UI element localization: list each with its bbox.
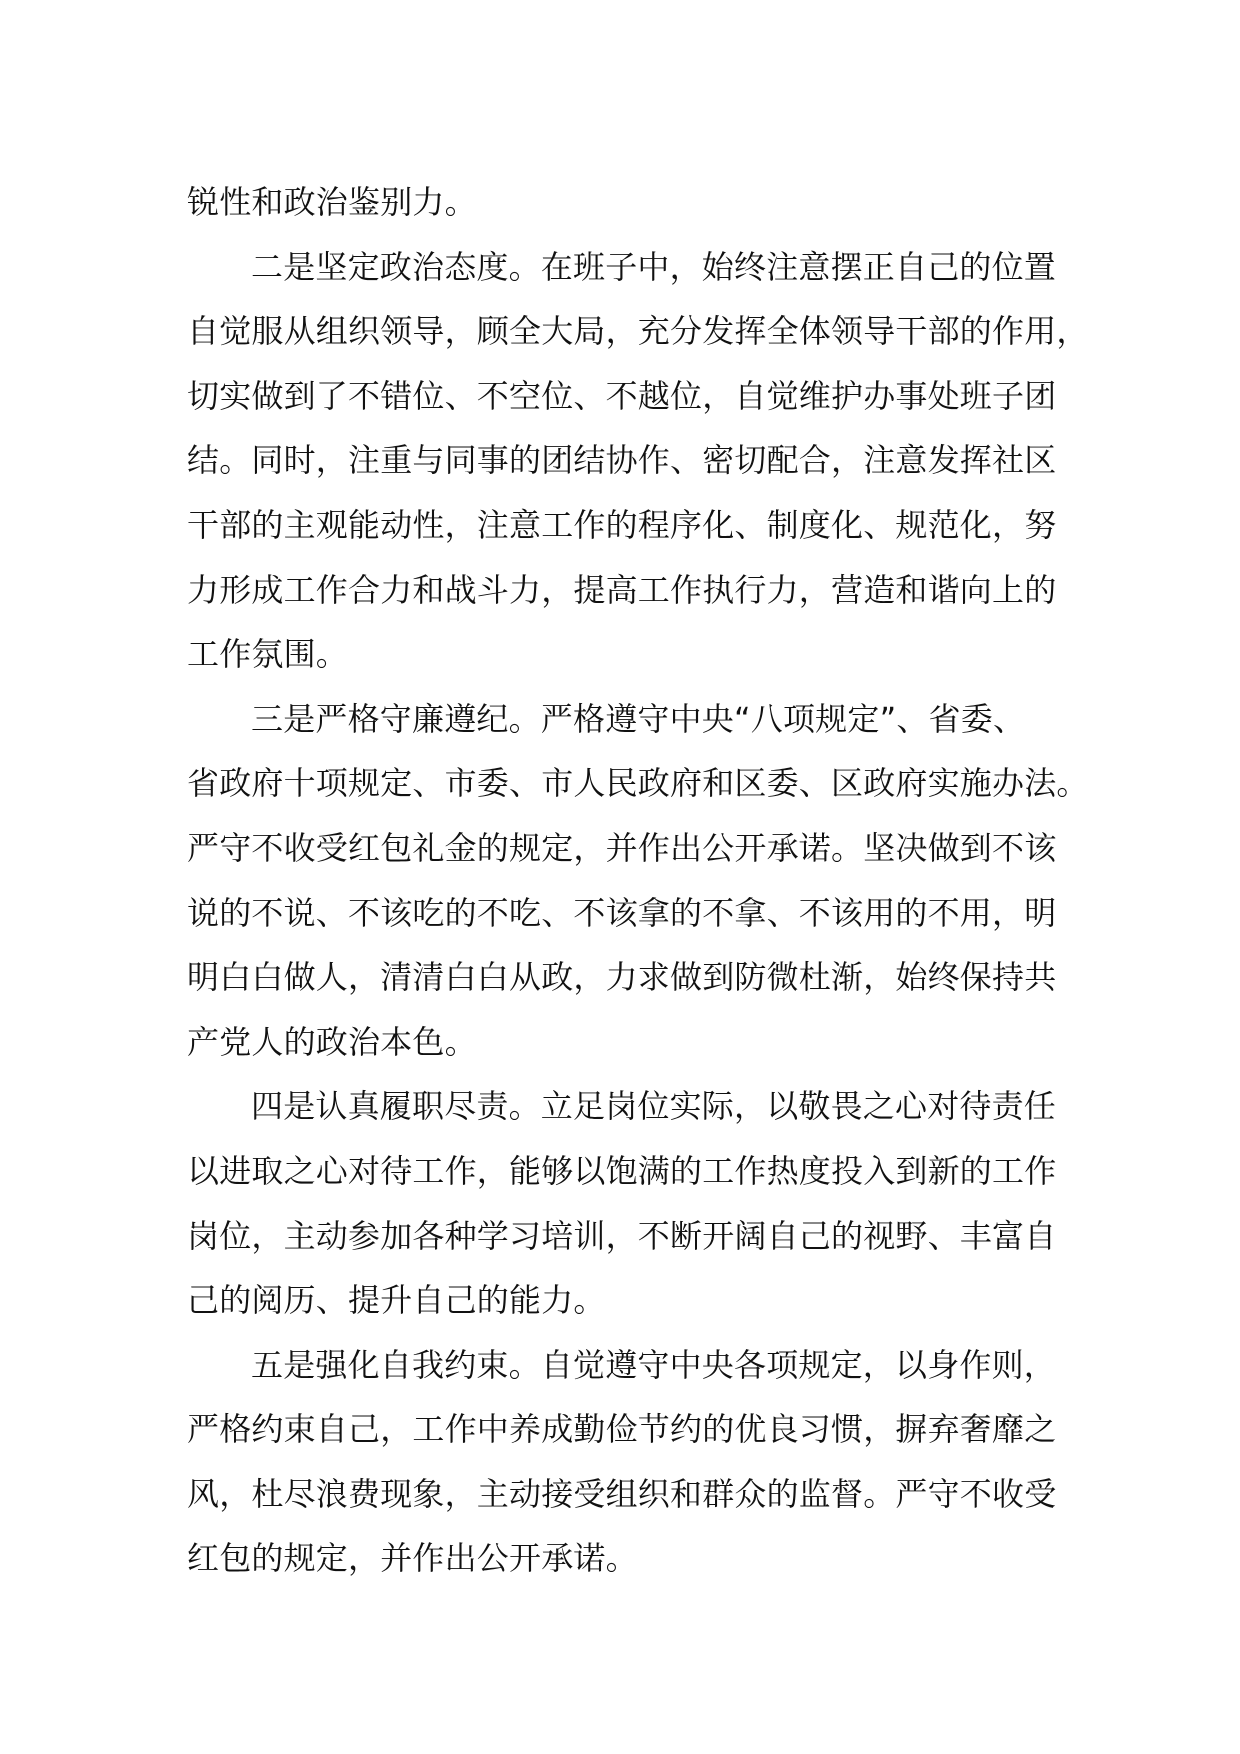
paragraph-3-heading-line: 三是严格守廉遵纪。严格遵守中央“八项规定”、省委、 <box>251 699 1026 738</box>
paragraph-5-heading-line: 五是强化自我约束。自觉遵守中央各项规定，以身作则， <box>251 1345 1057 1384</box>
text-line: 锐性和政治鉴别力。 <box>187 183 477 221</box>
text-line: 自觉服从组织领导，顾全大局，充分发挥全体领导干部的作用， <box>187 312 1089 351</box>
text-line: 结。同时，注重与同事的团结协作、密切配合，注意发挥社区 <box>187 441 1057 480</box>
text-line: 以进取之心对待工作，能够以饱满的工作热度投入到新的工作 <box>187 1151 1057 1190</box>
text-line: 工作氛围。 <box>187 635 349 674</box>
text-line: 干部的主观能动性，注意工作的程序化、制度化、规范化，努 <box>187 505 1057 544</box>
paragraph-2-heading-line: 二是坚定政治态度。在班子中，始终注意摆正自己的位置 <box>251 247 1057 286</box>
text-line: 岗位，主动参加各种学习培训，不断开阔自己的视野、丰富自 <box>187 1216 1057 1255</box>
text-line: 红包的规定，并作出公开承诺。 <box>187 1539 638 1578</box>
text-line: 切实做到了不错位、不空位、不越位，自觉维护办事处班子团 <box>187 376 1057 415</box>
text-line: 力形成工作合力和战斗力，提高工作执行力，营造和谐向上的 <box>187 570 1057 609</box>
paragraph-4-heading-line: 四是认真履职尽责。立足岗位实际，以敬畏之心对待责任 <box>251 1087 1057 1126</box>
text-line: 产党人的政治本色。 <box>187 1022 477 1061</box>
text-line: 风，杜尽浪费现象，主动接受组织和群众的监督。严守不收受 <box>187 1474 1057 1513</box>
text-line: 严守不收受红包礼金的规定，并作出公开承诺。坚决做到不该 <box>187 828 1057 867</box>
text-line: 严格约束自己，工作中养成勤俭节约的优良习惯，摒弃奢靡之 <box>187 1410 1057 1449</box>
text-line: 明白白做人，清清白白从政，力求做到防微杜渐，始终保持共 <box>187 958 1057 997</box>
text-line: 己的阅历、提升自己的能力。 <box>187 1281 606 1320</box>
text-line: 说的不说、不该吃的不吃、不该拿的不拿、不该用的不用，明 <box>187 893 1057 932</box>
document-body <box>187 170 1187 1591</box>
text-line: 省政府十项规定、市委、市人民政府和区委、区政府实施办法。 <box>187 764 1089 803</box>
